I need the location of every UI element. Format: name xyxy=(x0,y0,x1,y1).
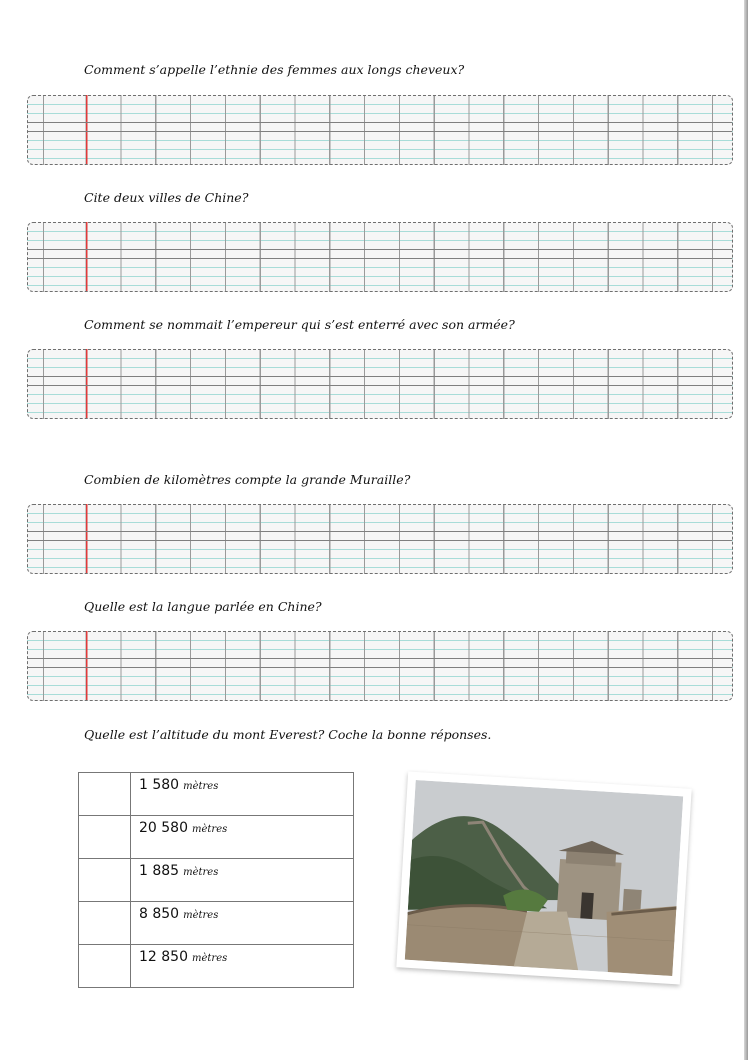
answer-lines-2[interactable] xyxy=(27,222,733,292)
choice-value: 12 850 xyxy=(139,949,188,965)
checkbox-cell[interactable] xyxy=(79,859,131,902)
choice-row xyxy=(79,945,354,988)
choice-row xyxy=(79,859,354,902)
question-5: Quelle est la langue parlée en Chine? xyxy=(84,599,322,614)
choice-cell xyxy=(131,773,354,816)
choice-cell xyxy=(131,945,354,988)
choice-value: 1 580 xyxy=(139,777,180,793)
answer-lines-1[interactable] xyxy=(27,95,733,165)
choice-unit: mètres xyxy=(183,781,219,792)
choice-unit: mètres xyxy=(183,910,219,921)
question-2: Cite deux villes de Chine? xyxy=(84,190,249,205)
choice-cell xyxy=(131,816,354,859)
question-6: Quelle est l’altitude du mont Everest? Coche la bonne réponses. xyxy=(84,727,492,742)
choice-value: 20 580 xyxy=(139,820,188,836)
choice-cell xyxy=(131,859,354,902)
checkbox-cell[interactable] xyxy=(79,945,131,988)
choice-value: 8 850 xyxy=(139,906,180,922)
choice-unit: mètres xyxy=(192,824,228,835)
answer-lines-4[interactable] xyxy=(27,504,733,574)
question-3: Comment se nommait l’empereur qui s’est enterré avec son armée? xyxy=(84,317,515,332)
answer-lines-3[interactable] xyxy=(27,349,733,419)
great-wall-photo-image xyxy=(405,780,683,976)
page-edge xyxy=(744,0,748,1060)
choice-row xyxy=(79,773,354,816)
checkbox-cell[interactable] xyxy=(79,816,131,859)
great-wall-photo xyxy=(396,772,691,985)
question-1: Comment s’appelle l’ethnie des femmes aux longs cheveux? xyxy=(84,62,465,77)
choice-row xyxy=(79,816,354,859)
choice-unit: mètres xyxy=(183,867,219,878)
choice-row xyxy=(79,902,354,945)
checkbox-cell[interactable] xyxy=(79,773,131,816)
choice-value: 1 885 xyxy=(139,863,180,879)
checkbox-cell[interactable] xyxy=(79,902,131,945)
choice-cell xyxy=(131,902,354,945)
answer-lines-5[interactable] xyxy=(27,631,733,701)
question-4: Combien de kilomètres compte la grande Muraille? xyxy=(84,472,411,487)
altitude-choices-table xyxy=(78,772,354,988)
choice-unit: mètres xyxy=(192,953,228,964)
